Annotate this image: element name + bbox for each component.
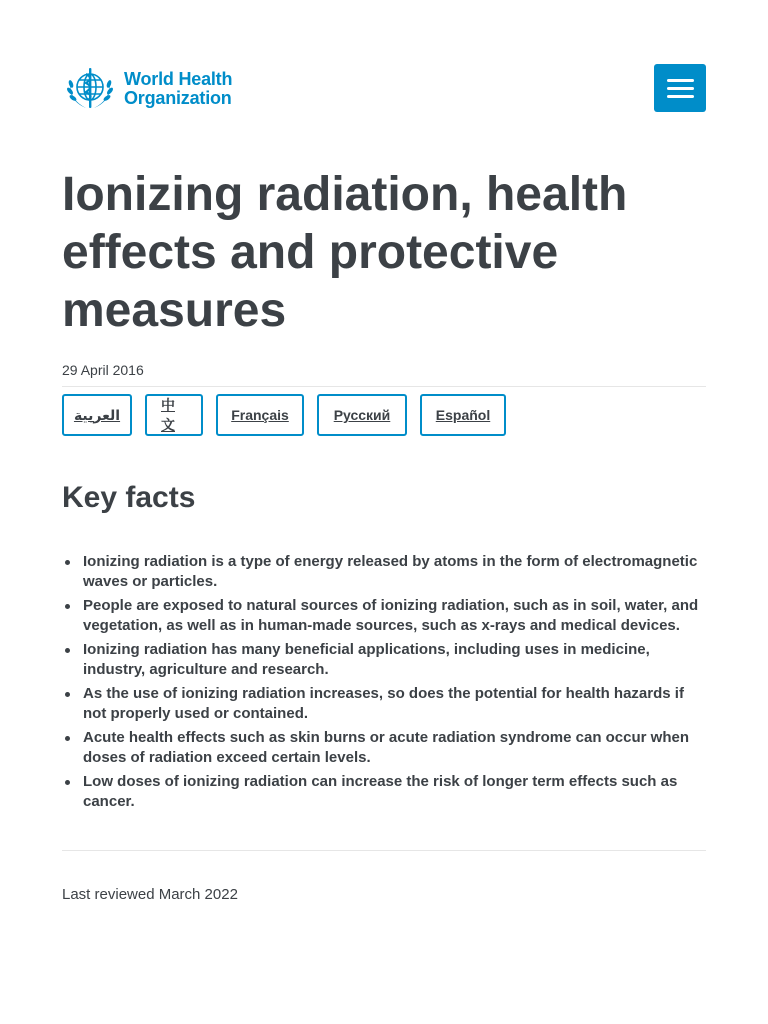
- list-item: Low doses of ionizing radiation can increase the risk of longer term effects such as cancer.: [62, 772, 706, 812]
- key-facts-list: [62, 552, 706, 816]
- list-item: Ionizing radiation has many beneficial applications, including uses in medicine, industry, agriculture and research.: [62, 640, 706, 680]
- hamburger-menu-icon: [667, 79, 694, 82]
- publish-date: 29 April 2016: [62, 362, 144, 378]
- menu-button[interactable]: [654, 64, 706, 112]
- hamburger-menu-icon-bar: [667, 95, 694, 98]
- who-emblem-icon: [62, 64, 118, 114]
- list-item: People are exposed to natural sources of ionizing radiation, such as in soil, water, and vegetation, as well as in human-made sources, such as x-rays and medical devices.: [62, 596, 706, 636]
- divider: [62, 850, 706, 851]
- language-link-russian[interactable]: Русский: [317, 394, 407, 436]
- key-facts-heading: Key facts: [62, 481, 196, 514]
- language-switcher: [62, 394, 506, 436]
- list-item: Acute health effects such as skin burns or acute radiation syndrome can occur when doses of radiation exceed certain levels.: [62, 728, 706, 768]
- site-header: [62, 60, 706, 116]
- divider: [62, 386, 706, 387]
- logo-line-2: Organization: [124, 88, 232, 108]
- language-link-spanish[interactable]: Español: [420, 394, 506, 436]
- list-item: As the use of ionizing radiation increases, so does the potential for health hazards if not properly used or contained.: [62, 684, 706, 724]
- last-reviewed-text: Last reviewed March 2022: [62, 886, 238, 903]
- hamburger-menu-icon-bar: [667, 87, 694, 90]
- logo-wordmark: [124, 70, 232, 108]
- page-title: Ionizing radiation, health effects and protective measures: [62, 168, 628, 337]
- language-link-chinese[interactable]: 中文: [145, 394, 203, 436]
- logo-line-1: World Health: [124, 69, 233, 89]
- language-link-arabic[interactable]: العربية: [62, 394, 132, 436]
- language-link-french[interactable]: Français: [216, 394, 304, 436]
- who-logo[interactable]: [62, 64, 232, 114]
- list-item: Ionizing radiation is a type of energy released by atoms in the form of electromagnetic waves or particles.: [62, 552, 706, 592]
